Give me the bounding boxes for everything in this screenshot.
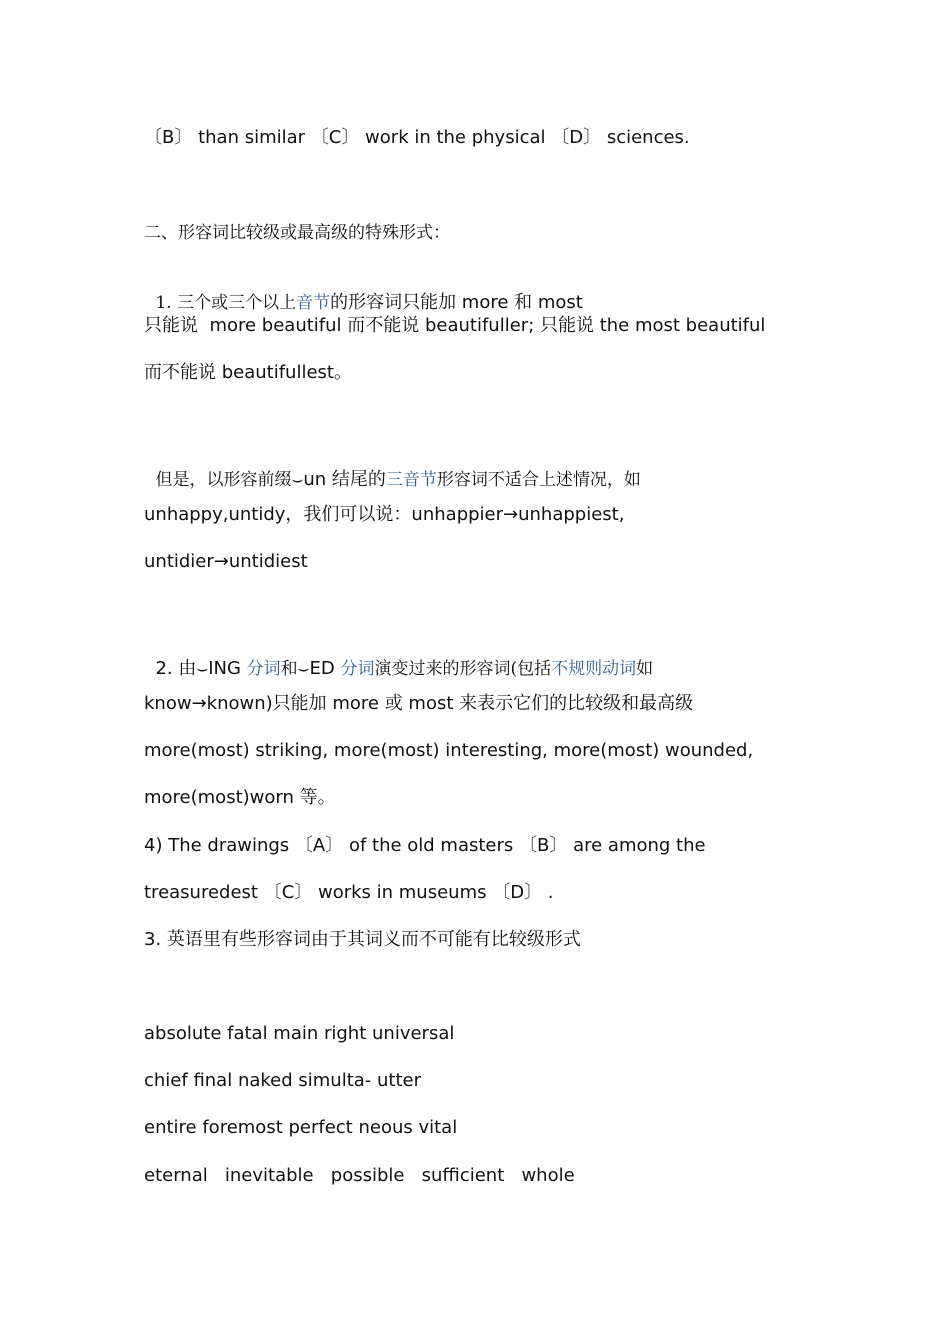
exception-line — [144, 444, 641, 492]
hyphen-mark-1: ⌣ — [196, 658, 209, 679]
example-line-2: 而不能说 beautifullest。 — [144, 362, 352, 383]
rule-1-line — [144, 267, 583, 315]
exception-suffix: 形容词不适合上述情况，如 — [436, 470, 641, 490]
and-text: 和 — [280, 659, 298, 679]
irregular-verb-link[interactable]: 不规则动词 — [551, 659, 637, 679]
word-list-row-2: chief final naked simulta- utter — [144, 1070, 422, 1091]
question-4-line-2: treasuredest 〔C〕 works in museums 〔D〕 . — [144, 882, 554, 903]
rule-1-prefix: 1. 三个或三个以上 — [155, 293, 297, 313]
ing-text: ING — [208, 658, 247, 679]
rule-2-line — [144, 633, 653, 681]
word-list-row-3: entire foremost perfect neous vital — [144, 1117, 458, 1138]
rule-2-prefix: 2. 由 — [155, 658, 197, 679]
rule-2-example-1: more(most) striking, more(most) interesting, more(most) wounded, — [144, 740, 754, 761]
exception-example-1: unhappy,untidy，我们可以说：unhappier→unhappiest, — [144, 504, 625, 525]
word-list-row-1: absolute fatal main right universal — [144, 1023, 455, 1044]
participle-link-2[interactable]: 分词 — [340, 659, 375, 679]
exception-prefix: 但是，以形容前缀 — [155, 470, 292, 490]
rule-2-example-2: more(most)worn 等。 — [144, 787, 336, 808]
hyphen-mark: ⌣ — [291, 469, 304, 490]
syllable-link[interactable]: 音节 — [296, 293, 331, 313]
rule-2-middle: 演变过来的形容词(包括 — [374, 659, 552, 679]
ed-text: ED — [309, 658, 341, 679]
rule-3-line: 3. 英语里有些形容词由于其词义而不可能有比较级形式 — [144, 929, 581, 950]
example-line-1: 只能说 more beautiful 而不能说 beautifuller; 只能说 the most beautiful — [144, 315, 766, 336]
text-line-options: 〔B〕 than similar 〔C〕 work in the physical 〔D〕 sciences. — [144, 127, 690, 148]
three-syllable-link[interactable]: 三音节 — [385, 470, 437, 490]
rule-2-suffix: 如 — [636, 659, 654, 679]
participle-link-1[interactable]: 分词 — [246, 659, 281, 679]
exception-example-2: untidier→untidiest — [144, 551, 308, 572]
hyphen-mark-2: ⌣ — [297, 658, 310, 679]
section-heading: 二、形容词比较级或最高级的特殊形式： — [144, 223, 450, 243]
rule-1-suffix: 的形容词只能加 more 和 most — [330, 292, 583, 313]
question-4-line-1: 4) The drawings 〔A〕 of the old masters 〔B〕 are among the — [144, 835, 706, 856]
exception-middle: un 结尾的 — [303, 469, 386, 490]
word-list-row-4: eternal inevitable possible sufficient whole — [144, 1165, 575, 1186]
rule-2-continued: know→known)只能加 more 或 most 来表示它们的比较级和最高级 — [144, 693, 694, 714]
